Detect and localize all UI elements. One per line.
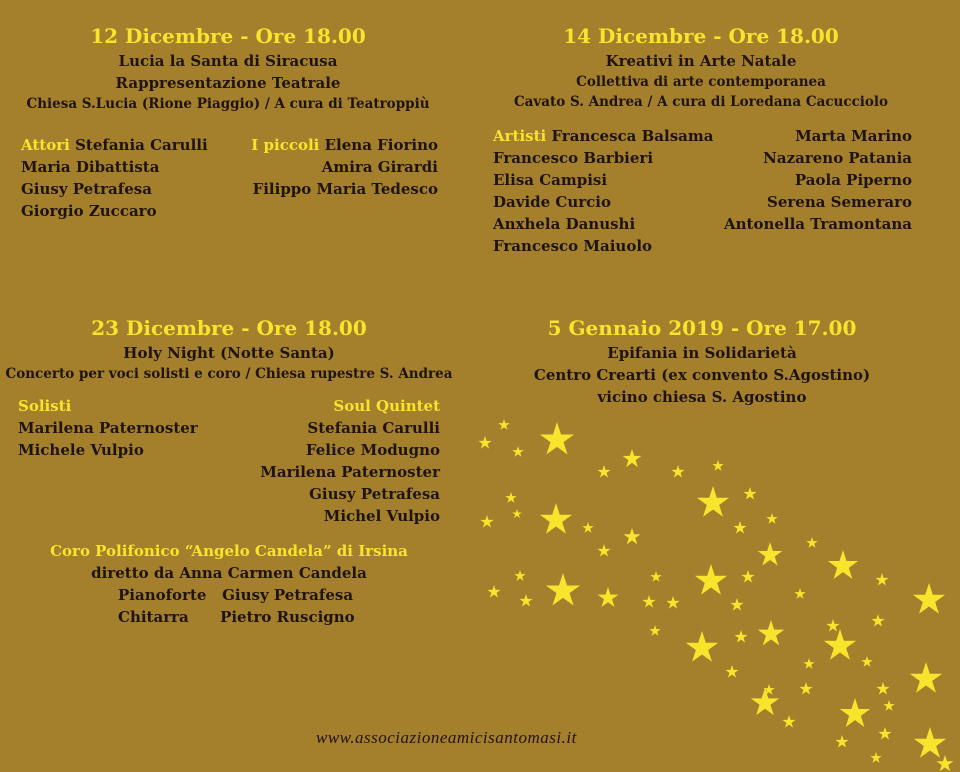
star-icon xyxy=(671,465,684,478)
star-icon xyxy=(712,460,723,471)
event4-place: Centro Crearti (ex convento S.Agostino) xyxy=(533,366,871,384)
star-icon xyxy=(498,419,509,430)
star-icon xyxy=(840,698,870,727)
star-icon xyxy=(666,596,679,609)
actor: Giusy Petrafesa xyxy=(21,180,152,198)
artist: Paola Piperno xyxy=(794,171,912,189)
star-icon xyxy=(512,446,523,457)
star-icon xyxy=(758,542,783,566)
quintet-member: Marilena Paternoster xyxy=(260,463,440,481)
star-icon xyxy=(519,594,532,607)
star-icon xyxy=(758,620,785,645)
star-icon xyxy=(695,564,727,595)
star-icon xyxy=(623,528,640,544)
kids-label: I piccoli xyxy=(251,136,320,154)
event4-near: vicino chiesa S. Agostino xyxy=(597,388,807,406)
artist: Antonella Tramontana xyxy=(723,215,912,233)
actor: Stefania Carulli xyxy=(75,136,208,154)
actors-label: Attori xyxy=(21,136,70,154)
event4-title: Epifania in Solidarietà xyxy=(607,344,797,362)
actor: Giorgio Zuccaro xyxy=(21,202,157,220)
artist: Francesco Maiuolo xyxy=(493,237,653,255)
star-icon xyxy=(743,487,756,500)
star-icon xyxy=(546,573,580,606)
kid: Filippo Maria Tedesco xyxy=(252,180,438,198)
artist: Serena Semeraro xyxy=(767,193,912,211)
actor: Maria Dibattista xyxy=(21,158,160,176)
soloist: Marilena Paternoster xyxy=(18,419,198,437)
soloists-label: Solisti xyxy=(18,397,72,415)
star-icon xyxy=(598,587,619,607)
star-icon xyxy=(910,662,942,693)
choir-director: diretto da Anna Carmen Candela xyxy=(91,564,367,582)
star-icon xyxy=(478,436,491,449)
star-icon xyxy=(597,544,610,557)
star-icon xyxy=(540,422,574,455)
star-icon xyxy=(803,658,814,669)
event1-place: Chiesa S.Lucia (Rione Piaggio) / A cura di Teatroppiù xyxy=(26,96,430,112)
star-icon xyxy=(480,515,493,528)
star-icon xyxy=(870,752,881,763)
artist: Francesco Barbieri xyxy=(493,149,654,167)
star-icon xyxy=(835,735,848,748)
star-icon xyxy=(622,449,641,467)
event3-subtitle: Concerto per voci solisti e coro / Chiesa rupestre S. Andrea xyxy=(5,366,453,382)
guitar-player: Pietro Ruscigno xyxy=(220,608,355,626)
quintet-member: Michel Vulpio xyxy=(323,507,440,525)
star-icon xyxy=(936,755,953,771)
star-icon xyxy=(799,682,812,695)
kid: Elena Fiorino xyxy=(324,136,438,154)
website-url[interactable]: www.associazioneamicisantomasi.it xyxy=(316,728,577,747)
star-icon xyxy=(725,665,738,678)
artists-label: Artisti xyxy=(493,127,547,145)
event2-title: Kreativi in Arte Natale xyxy=(605,52,797,70)
piano-player: Giusy Petrafesa xyxy=(222,586,354,604)
event1-date: 12 Dicembre - Ore 18.00 xyxy=(90,24,366,48)
star-icon xyxy=(913,583,945,614)
piano-label: Pianoforte xyxy=(118,586,207,604)
event3-date: 23 Dicembre - Ore 18.00 xyxy=(91,316,367,340)
quintet-label: Soul Quintet xyxy=(333,397,440,415)
quintet-member: Stefania Carulli xyxy=(307,419,440,437)
event2-date: 14 Dicembre - Ore 18.00 xyxy=(563,24,839,48)
star-icon xyxy=(697,486,729,517)
artist: Marta Marino xyxy=(795,127,912,145)
quintet-member: Felice Modugno xyxy=(305,441,440,459)
event1-title: Lucia la Santa di Siracusa xyxy=(118,52,338,70)
artist: Anxhela Danushi xyxy=(493,215,636,233)
star-icon xyxy=(914,727,946,758)
star-icon xyxy=(794,588,805,599)
star-icon xyxy=(642,595,655,608)
star-icon xyxy=(806,537,817,548)
event3-title: Holy Night (Notte Santa) xyxy=(123,344,335,362)
artist: Francesca Balsama xyxy=(551,127,714,145)
star-icon xyxy=(540,503,572,534)
star-icon xyxy=(514,570,525,581)
star-icon xyxy=(686,631,718,662)
artist: Elisa Campisi xyxy=(493,171,608,189)
quintet-member: Giusy Petrafesa xyxy=(309,485,440,503)
star-icon xyxy=(826,619,839,632)
choir-name: Coro Polifonico “Angelo Candela” di Irsina xyxy=(50,542,408,560)
artist: Davide Curcio xyxy=(493,193,611,211)
star-icon xyxy=(861,656,872,667)
star-icon xyxy=(751,688,780,715)
star-icon xyxy=(741,570,754,583)
event2-place: Cavato S. Andrea / A cura di Loredana Cacucciolo xyxy=(513,94,889,110)
star-icon xyxy=(649,625,660,636)
star-icon xyxy=(876,682,889,695)
star-icon xyxy=(733,521,746,534)
star-icon xyxy=(824,629,856,660)
star-icon xyxy=(871,614,884,627)
star-icon xyxy=(734,630,747,643)
star-icon xyxy=(878,727,891,740)
star-icon xyxy=(487,585,500,598)
event2-subtitle: Collettiva di arte contemporanea xyxy=(576,74,826,90)
star-icon xyxy=(766,513,777,524)
star-icon xyxy=(828,550,858,579)
kid: Amira Girardi xyxy=(321,158,438,176)
star-icon xyxy=(650,571,661,582)
star-icon xyxy=(883,700,894,711)
star-icon xyxy=(512,509,522,518)
star-icon xyxy=(875,573,888,586)
star-icon xyxy=(505,492,516,503)
artist: Nazareno Patania xyxy=(763,149,912,167)
soloist: Michele Vulpio xyxy=(18,441,144,459)
star-icon xyxy=(782,715,795,728)
event1-subtitle: Rappresentazione Teatrale xyxy=(115,74,341,92)
guitar-label: Chitarra xyxy=(118,608,189,626)
star-icon xyxy=(582,522,593,533)
star-icon xyxy=(730,598,743,611)
star-icon xyxy=(597,465,610,478)
event4-date: 5 Gennaio 2019 - Ore 17.00 xyxy=(547,316,857,340)
